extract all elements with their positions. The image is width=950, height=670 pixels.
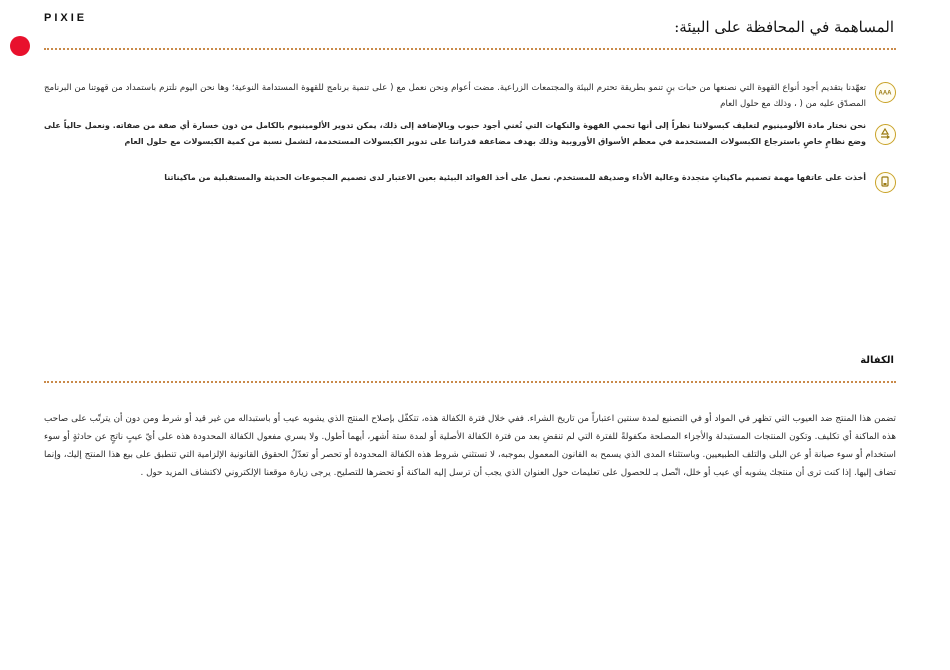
section-divider [44,381,896,383]
page-marker-dot [10,36,30,56]
warranty-title: الكفالة [860,355,894,366]
aluminium-recycling-icon [875,124,896,145]
brand-logo: PIXIE [44,12,88,24]
svg-text:AAA: AAA [878,90,892,97]
warranty-paragraph: تضمن هذا المنتج ضد العيوب التي تظهر في المواد أو في التصنيع لمدة سنتين اعتباراً من تاريخ الشراء. ففي خلال فترة الكفالة هذه، تتكفّل بإصلاح المنتج الذي يشوبه عيب أو باستبداله من غير قيد أو شرط ومن دون أن يترتّب على صاحب هذه الماكنة أي تكليف. وتكون المنتجات المستبدلة والأجزاء المصلحة مكفولةً للفترة التي لم تنقضِ بعد من فترة الكفالة الأصلية أو لمدة ستة أشهر، أيهما أطول. ولا يسري مفعول الكفالة المحدودة هذه على أيّ عيبٍ ناتجٍ عن حادثةٍ أو سوء استخدام أو سوء صيانة أو عن البلى والتلف الطبيعيين. وباستثناء المدى الذي يسمح به القانون المعمول بموجبه، لا تستثني شروط هذه الكفالة المحدودة أو تحصر أو تعدّلُ الحقوق القانونية الإلزامية التي تنطبق على بيع هذا المنتج إليك، وإنما تضاف إليها. إذا كنت ترى أن منتجك يشوبه أي عيب أو خلل، اتّصل بـ للحصول على تعليمات حول العنوان الذي يجب أن ترسل إليه الماكنة أو تحضرها للتصليح. يرجى زيارة موقعنا الإلكتروني لاكتشاف المزيد حول . [44,414,896,478]
section-divider [44,48,896,50]
environment-paragraph-aluminium: نحن نختار مادة الألومينيوم لتغليف كبسولاتنا نظراً إلى أنها تحمي القهوة والنكهات التي تُغني أجود حبوب وبالإضافة إلى ذلك، يمكن تدوير الألومينيوم بالكامل من دون خسارة أي صفة من صفاته. ونعمل حالياً على وضع نظامٍ خاصٍ باسترجاع الكبسولات المستخدمة في معظم الأسواق الأوروبية وذلك بهدف مضاعفة قدراتنا على تدوير الكبسولات المستخدمة، لتشمل نسبة من كمية الكبسولات مع حلول العام [44,121,866,146]
aaa-sustainable-quality-icon [875,82,896,103]
environment-paragraph-sustainable-coffee: تعهّدنا بتقديم أجود أنواع القهوة التي نصنعها من حبات بنٍ تنمو بطريقة تحترم البيئة والمجتمعات الزراعية. مضت أعوام ونحن نعمل مع ( على تنمية برنامج للقهوة المستدامة النوعية؛ وها نحن اليوم نلتزم باستمداد من قهوتنا من البرنامج المصدّق عليه من ( ، وذلك مع حلول العام [44,83,866,109]
machine-design-icon [875,172,896,193]
environment-paragraph-machines: أخذت على عاتقها مهمة تصميم ماكيناتٍ متجددة وعالية الأداء وصديقة للمستخدم. نعمل على أخذ الفوائد البيئية بعين الاعتبار لدى تصميم المجموعات الحديثة والمستقبلية من ماكيناتنا [164,173,866,182]
environment-title: المساهمة في المحافظة على البيئة: [674,18,894,36]
